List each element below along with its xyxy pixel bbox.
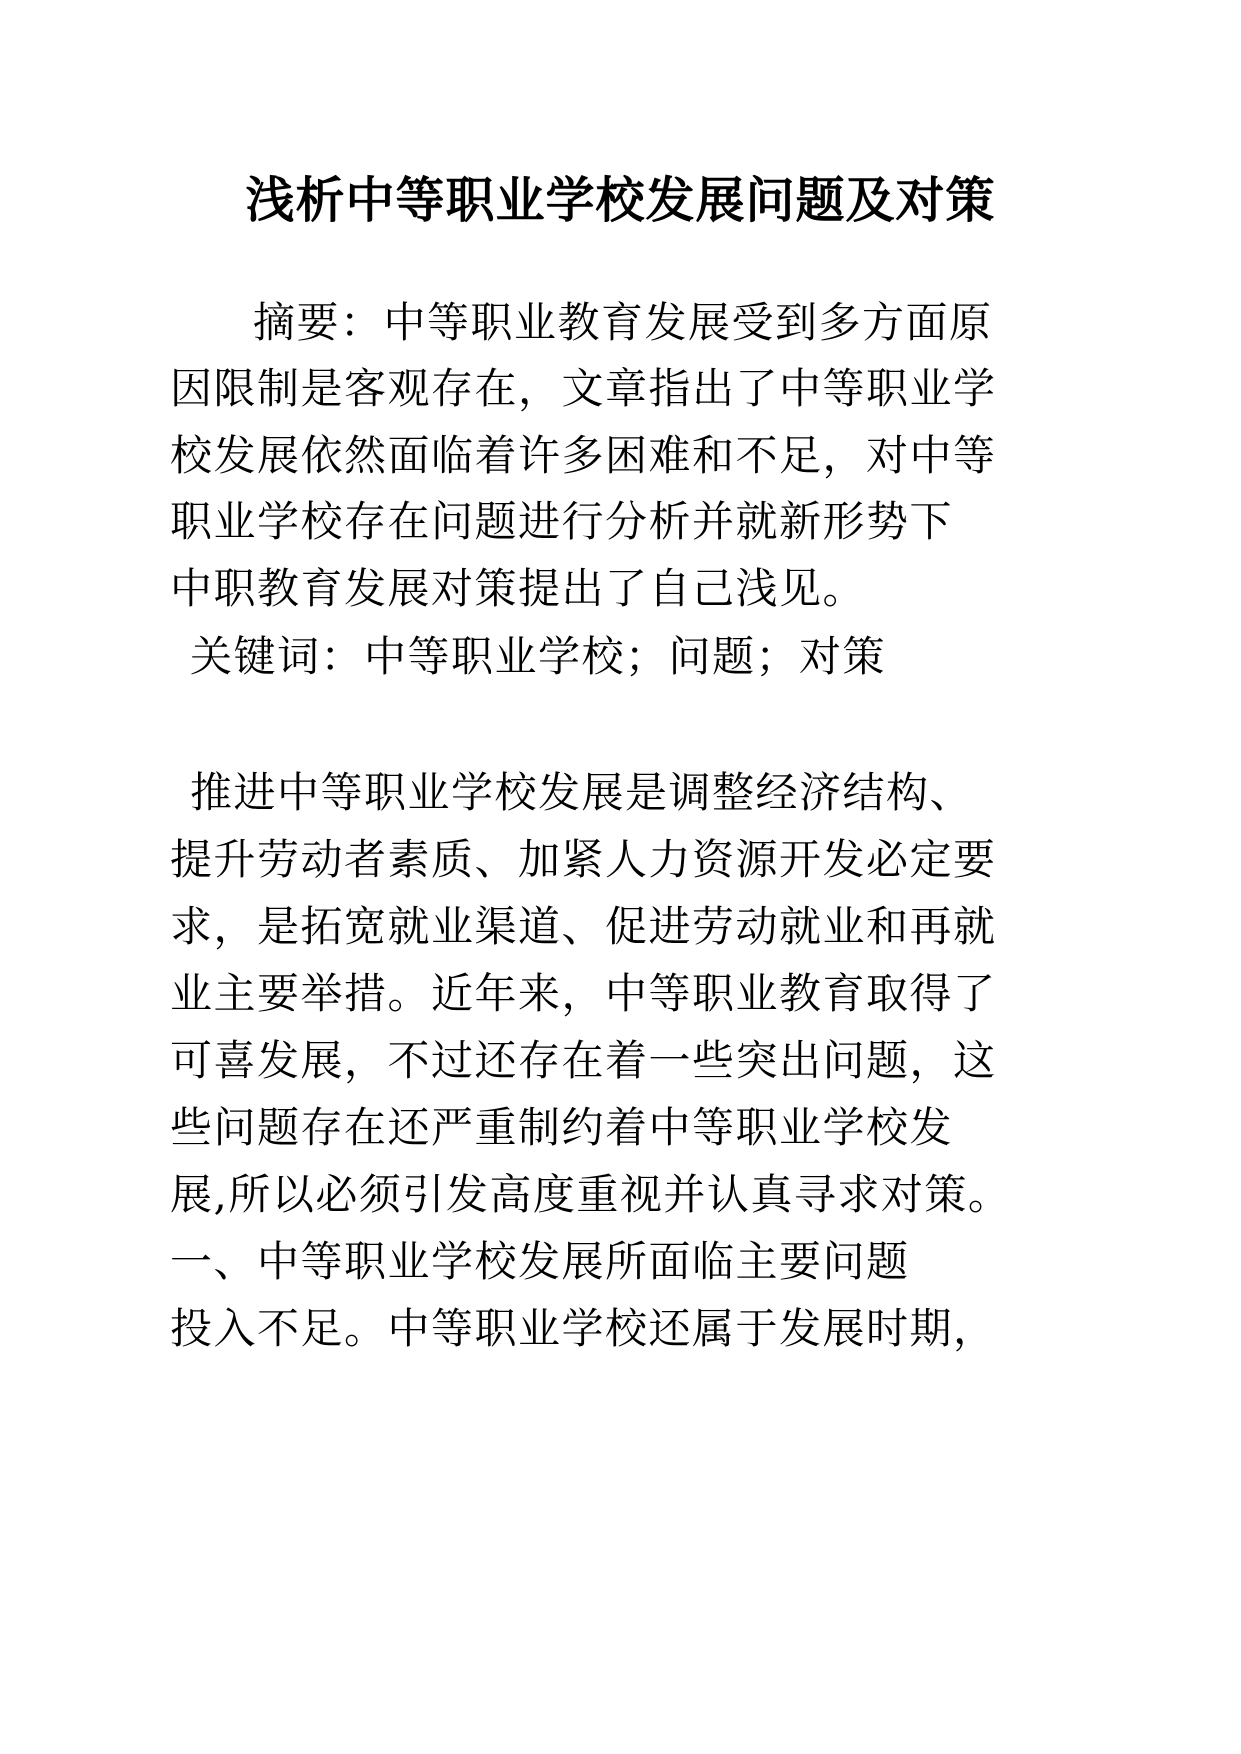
abstract-line: 摘要：中等职业教育发展受到多方面原 — [253, 298, 993, 347]
body-line: 业主要举措。近年来，中等职业教育取得了 — [170, 969, 997, 1018]
body-line: 展,所以必须引发高度重视并认真寻求对策。 — [170, 1170, 1012, 1219]
abstract-line: 校发展依然面临着许多困难和不足，对中等 — [170, 431, 997, 480]
body-line: 求，是拓宽就业渠道、促进劳动就业和再就 — [170, 902, 997, 951]
section-heading: 一、中等职业学校发展所面临主要问题 — [170, 1237, 910, 1286]
body-line: 提升劳动者素质、加紧人力资源开发必定要 — [170, 835, 997, 884]
body-line: 可喜发展，不过还存在着一些突出问题，这 — [170, 1036, 997, 1085]
body-line: 些问题存在还严重制约着中等职业学校发 — [170, 1103, 954, 1152]
body-line: 推进中等职业学校发展是调整经济结构、 — [190, 768, 974, 817]
document-title: 浅析中等职业学校发展问题及对策 — [245, 171, 996, 229]
abstract-line: 中职教育发展对策提出了自己浅见。 — [170, 564, 867, 613]
abstract-line: 职业学校存在问题进行分析并就新形势下 — [170, 497, 954, 546]
abstract-line: 因限制是客观存在，文章指出了中等职业学 — [170, 364, 997, 413]
keywords-line: 关键词：中等职业学校；问题；对策 — [190, 632, 887, 681]
body-line: 投入不足。中等职业学校还属于发展时期， — [170, 1304, 997, 1353]
